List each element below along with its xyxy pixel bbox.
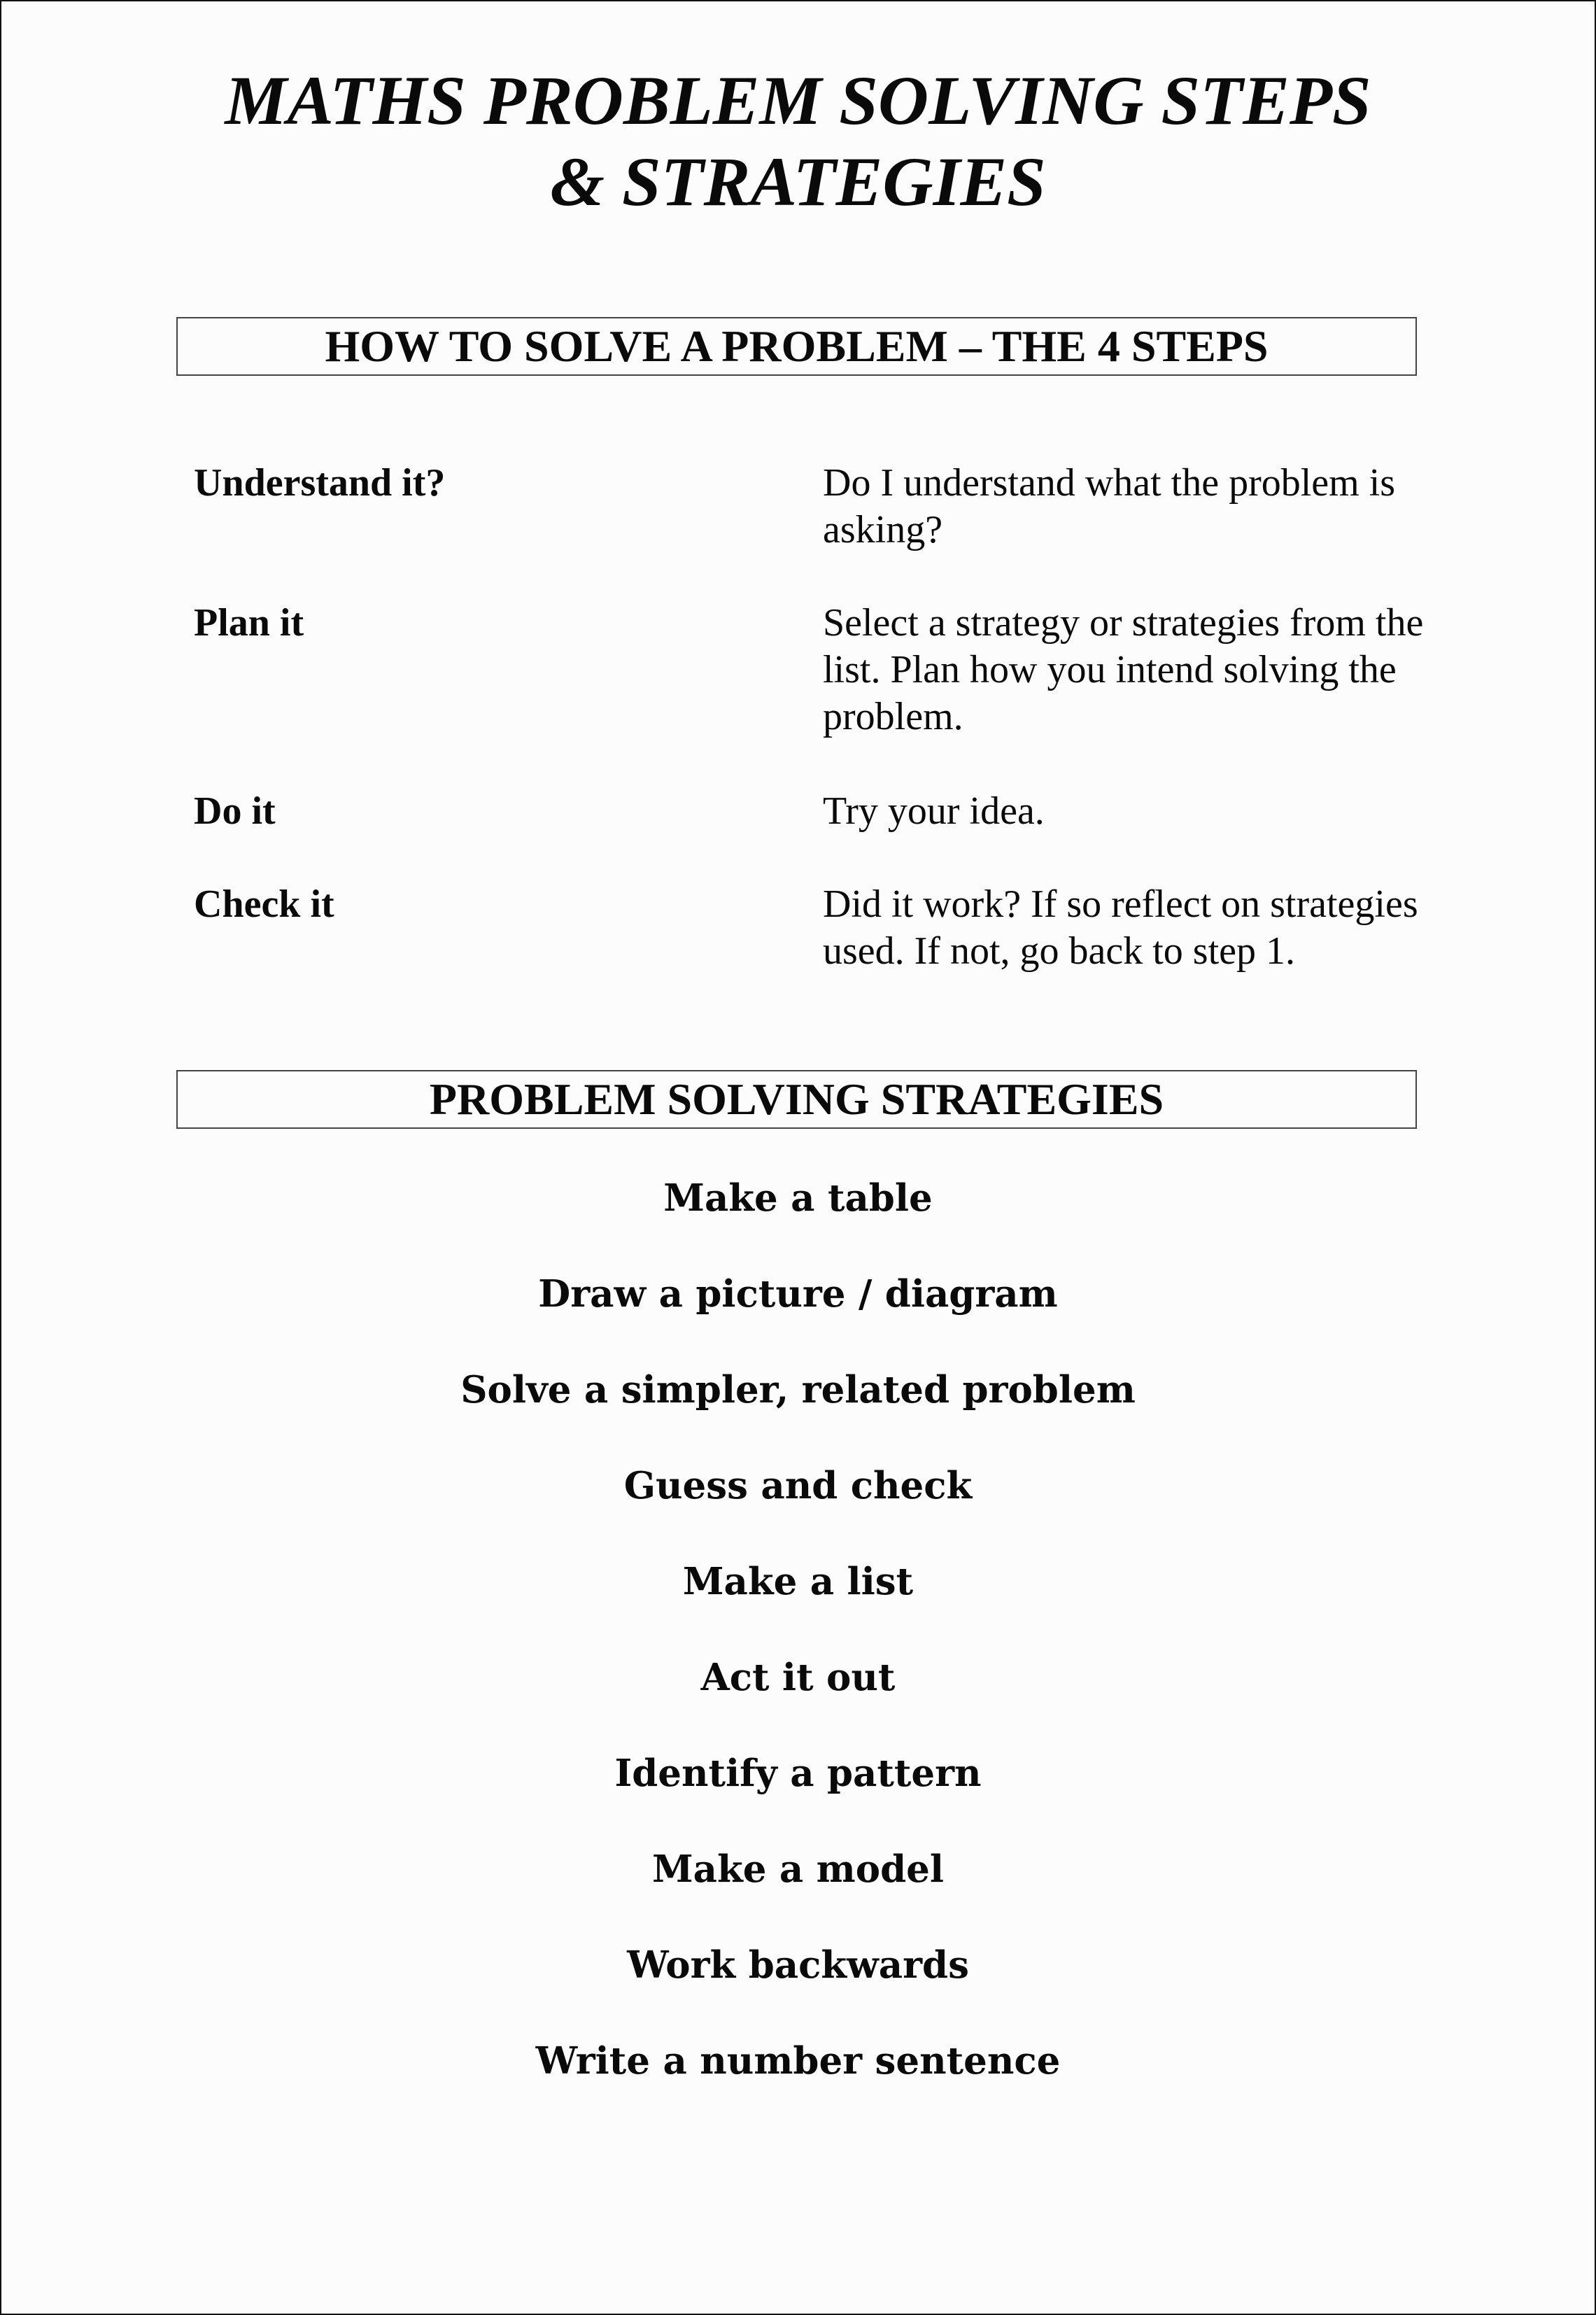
step-description: Select a strategy or strategies from the list. Plan how you intend solving the problem. [823,601,1424,738]
step-label: Plan it [194,601,304,645]
steps-section-heading: HOW TO SOLVE A PROBLEM – THE 4 STEPS [176,317,1417,376]
strategy-item: Identify a pattern [614,1752,982,1795]
strategy-item: Make a model [651,1848,945,1891]
strategy-item: Solve a simpler, related problem [460,1368,1136,1412]
strategy-item: Work backwards [627,1943,969,1987]
strategy-item: Write a number sentence [535,2039,1061,2083]
strategies-section-heading: PROBLEM SOLVING STRATEGIES [176,1070,1417,1129]
step-label: Do it [194,789,276,833]
page-title-line-1: MATHS PROBLEM SOLVING STEPS [225,62,1371,139]
strategy-item: Guess and check [623,1464,973,1507]
strategy-item: Act it out [700,1656,896,1699]
step-label: Check it [194,882,334,926]
page-title-line-2: & STRATEGIES [550,143,1046,220]
strategy-item: Make a list [682,1560,914,1603]
step-description: Try your idea. [823,789,1045,833]
page-title [1,60,1595,223]
strategy-item: Make a table [663,1176,933,1220]
step-description: Do I understand what the problem is asking? [823,461,1396,551]
strategies-list [1,1167,1595,2125]
step-label: Understand it? [194,461,446,505]
strategy-item: Draw a picture / diagram [538,1272,1058,1316]
step-description: Did it work? If so reflect on strategies used. If not, go back to step 1. [823,882,1418,973]
